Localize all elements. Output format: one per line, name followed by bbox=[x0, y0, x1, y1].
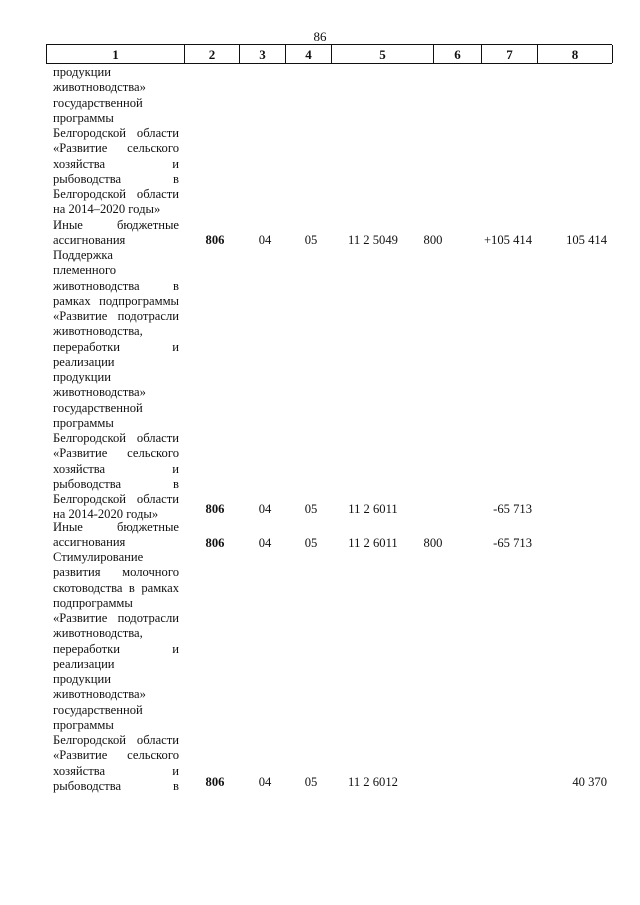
text-line: хозяйства и bbox=[53, 763, 179, 778]
text-line: ассигнования bbox=[53, 233, 126, 248]
text-line: подпрограммы bbox=[53, 595, 133, 610]
text-line: «Развитие сельского bbox=[53, 748, 179, 763]
header-col-8: 8 bbox=[538, 45, 613, 63]
text-line: рамках подпрограммы bbox=[53, 293, 179, 308]
text-line: реализации bbox=[53, 656, 115, 671]
header-col-7: 7 bbox=[482, 45, 538, 63]
row-subsection: 05 bbox=[304, 775, 318, 789]
text-line: Белгородской области bbox=[53, 492, 179, 506]
text-line: животноводства» bbox=[53, 80, 146, 95]
text-line: государственной bbox=[53, 95, 143, 110]
text-line: продукции bbox=[53, 65, 112, 79]
row-description bbox=[53, 248, 179, 523]
text-line: животноводства, bbox=[53, 626, 143, 641]
header-col-3: 3 bbox=[240, 45, 286, 63]
table-header bbox=[46, 44, 612, 64]
text-line: государственной bbox=[53, 702, 143, 717]
text-line: животноводства» bbox=[53, 687, 146, 702]
text-line: «Развитие сельского bbox=[53, 141, 179, 156]
text-line: продукции bbox=[53, 672, 112, 686]
continuation-description bbox=[53, 65, 179, 218]
header-col-1: 1 bbox=[47, 45, 185, 63]
text-line: государственной bbox=[53, 400, 143, 415]
row-target-article: 11 2 6012 bbox=[348, 775, 398, 789]
row-change-amount: -65 713 bbox=[493, 536, 532, 550]
text-line: ассигнования bbox=[53, 535, 126, 550]
row-section: 04 bbox=[258, 536, 272, 550]
row-target-article: 11 2 6011 bbox=[348, 536, 398, 550]
row-subsection: 05 bbox=[304, 233, 318, 247]
row-description bbox=[53, 550, 179, 794]
text-line: животноводства в bbox=[53, 278, 179, 293]
text-line: на 2014–2020 годы» bbox=[53, 202, 161, 217]
row-section: 04 bbox=[258, 775, 272, 789]
row-ministry-code: 806 bbox=[205, 775, 225, 789]
row-total-amount: 105 414 bbox=[566, 233, 607, 247]
header-col-4: 4 bbox=[286, 45, 332, 63]
page-number: 86 bbox=[313, 29, 327, 44]
text-line: переработки и bbox=[53, 339, 179, 354]
row-subsection: 05 bbox=[304, 536, 318, 550]
text-line: племенного bbox=[53, 263, 117, 278]
text-line: хозяйства и bbox=[53, 156, 179, 171]
row-subsection: 05 bbox=[304, 502, 318, 516]
text-line: Иные бюджетные bbox=[53, 218, 179, 232]
header-col-5: 5 bbox=[332, 45, 434, 63]
row-expense-type: 800 bbox=[423, 233, 443, 247]
header-col-2: 2 bbox=[185, 45, 240, 63]
text-line: Белгородской области bbox=[53, 733, 179, 747]
text-line: животноводства, bbox=[53, 324, 143, 339]
text-line: продукции bbox=[53, 370, 112, 384]
text-line: развития молочного bbox=[53, 565, 179, 580]
text-line: «Развитие сельского bbox=[53, 446, 179, 461]
row-target-article: 11 2 6011 bbox=[348, 502, 398, 516]
row-description bbox=[53, 520, 179, 551]
text-line: Иные бюджетные bbox=[53, 520, 179, 534]
text-line: «Развитие подотрасли bbox=[53, 611, 179, 625]
row-total-amount: 40 370 bbox=[572, 775, 607, 789]
text-line: Белгородской области bbox=[53, 187, 179, 201]
row-target-article: 11 2 5049 bbox=[348, 233, 398, 247]
text-line: Поддержка bbox=[53, 248, 113, 262]
text-line: Стимулирование bbox=[53, 550, 144, 564]
text-line: скотоводства в рамках bbox=[53, 580, 179, 595]
row-section: 04 bbox=[258, 233, 272, 247]
row-ministry-code: 806 bbox=[205, 536, 225, 550]
text-line: Белгородской области bbox=[53, 126, 179, 140]
text-line: животноводства» bbox=[53, 385, 146, 400]
row-description bbox=[53, 218, 179, 249]
header-col-6: 6 bbox=[434, 45, 482, 63]
row-change-amount: +105 414 bbox=[483, 233, 532, 247]
row-ministry-code: 806 bbox=[205, 502, 225, 516]
text-line: рыбоводства в bbox=[53, 476, 179, 491]
text-line: рыбоводства в bbox=[53, 778, 179, 793]
text-line: программы bbox=[53, 415, 114, 430]
text-line: реализации bbox=[53, 354, 115, 369]
text-line: Белгородской области bbox=[53, 431, 179, 445]
row-change-amount: -65 713 bbox=[493, 502, 532, 516]
text-line: программы bbox=[53, 717, 114, 732]
row-ministry-code: 806 bbox=[205, 233, 225, 247]
text-line: на 2014-2020 годы» bbox=[53, 507, 159, 522]
row-section: 04 bbox=[258, 502, 272, 516]
row-expense-type: 800 bbox=[423, 536, 443, 550]
text-line: рыбоводства в bbox=[53, 171, 179, 186]
text-line: программы bbox=[53, 110, 114, 125]
text-line: «Развитие подотрасли bbox=[53, 309, 179, 323]
text-line: переработки и bbox=[53, 641, 179, 656]
text-line: хозяйства и bbox=[53, 461, 179, 476]
